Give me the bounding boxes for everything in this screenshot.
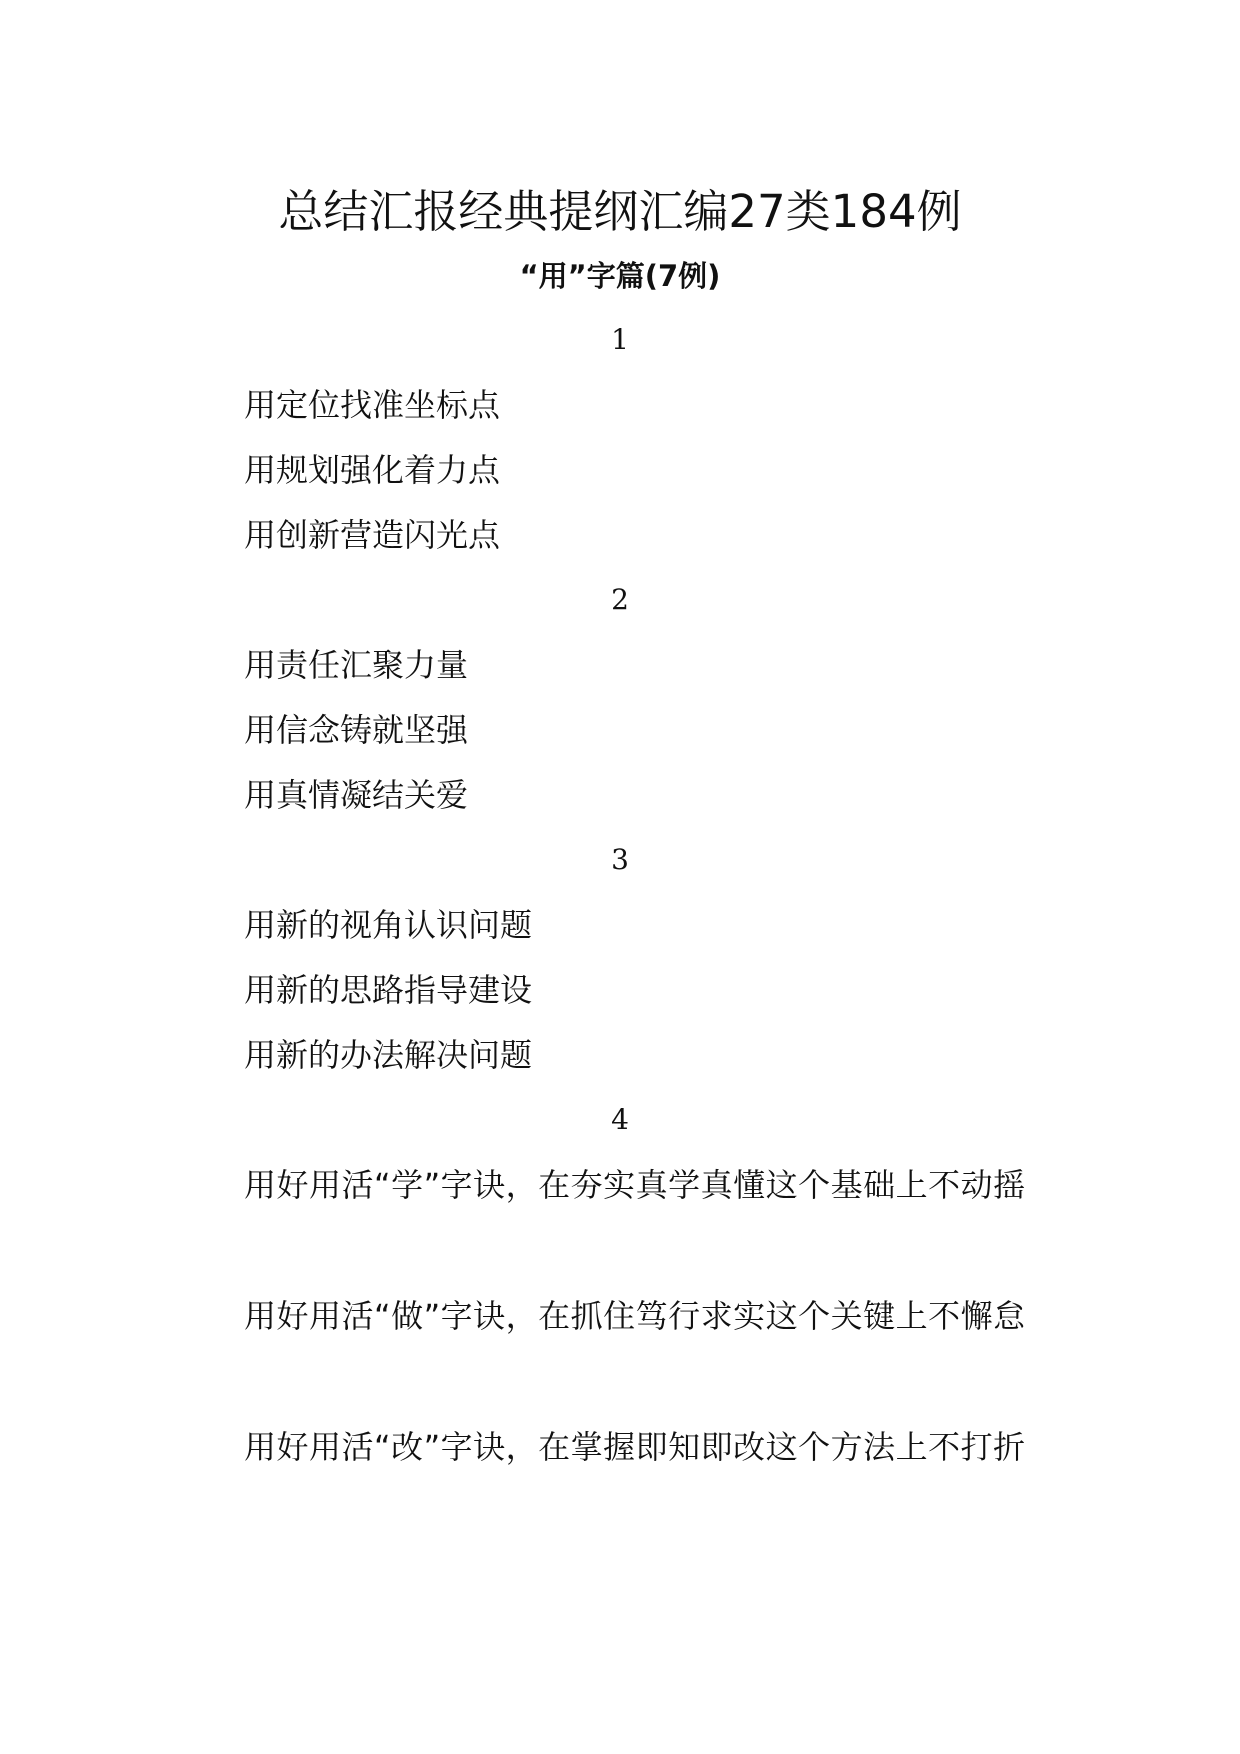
- section-3-item-1: 用新的视角认识问题: [244, 906, 533, 944]
- section-number-1: 1: [611, 323, 629, 356]
- section-1-item-2: 用规划强化着力点: [244, 451, 501, 489]
- section-3-item-2: 用新的思路指导建设: [244, 971, 533, 1009]
- section-4-item-1: 用好用活“学”字诀，在夯实真学真懂这个基础上不动摇: [244, 1166, 1026, 1204]
- section-2-item-3: 用真情凝结关爱: [244, 776, 469, 814]
- section-2-item-2: 用信念铸就坚强: [244, 711, 469, 749]
- section-4-item-2: 用好用活“做”字诀，在抓住笃行求实这个关键上不懈怠: [244, 1297, 1026, 1335]
- section-1-item-1: 用定位找准坐标点: [244, 386, 501, 424]
- section-number-4: 4: [611, 1103, 629, 1136]
- section-2-item-1: 用责任汇聚力量: [244, 646, 469, 684]
- section-3-item-3: 用新的办法解决问题: [244, 1036, 533, 1074]
- document-subtitle: “用”字篇(7例): [519, 259, 721, 293]
- document-title: 总结汇报经典提纲汇编27类184例: [278, 185, 962, 238]
- section-number-2: 2: [611, 583, 629, 616]
- section-1-item-3: 用创新营造闪光点: [244, 516, 501, 554]
- section-4-item-3: 用好用活“改”字诀，在掌握即知即改这个方法上不打折: [244, 1428, 1026, 1466]
- section-number-3: 3: [611, 843, 629, 876]
